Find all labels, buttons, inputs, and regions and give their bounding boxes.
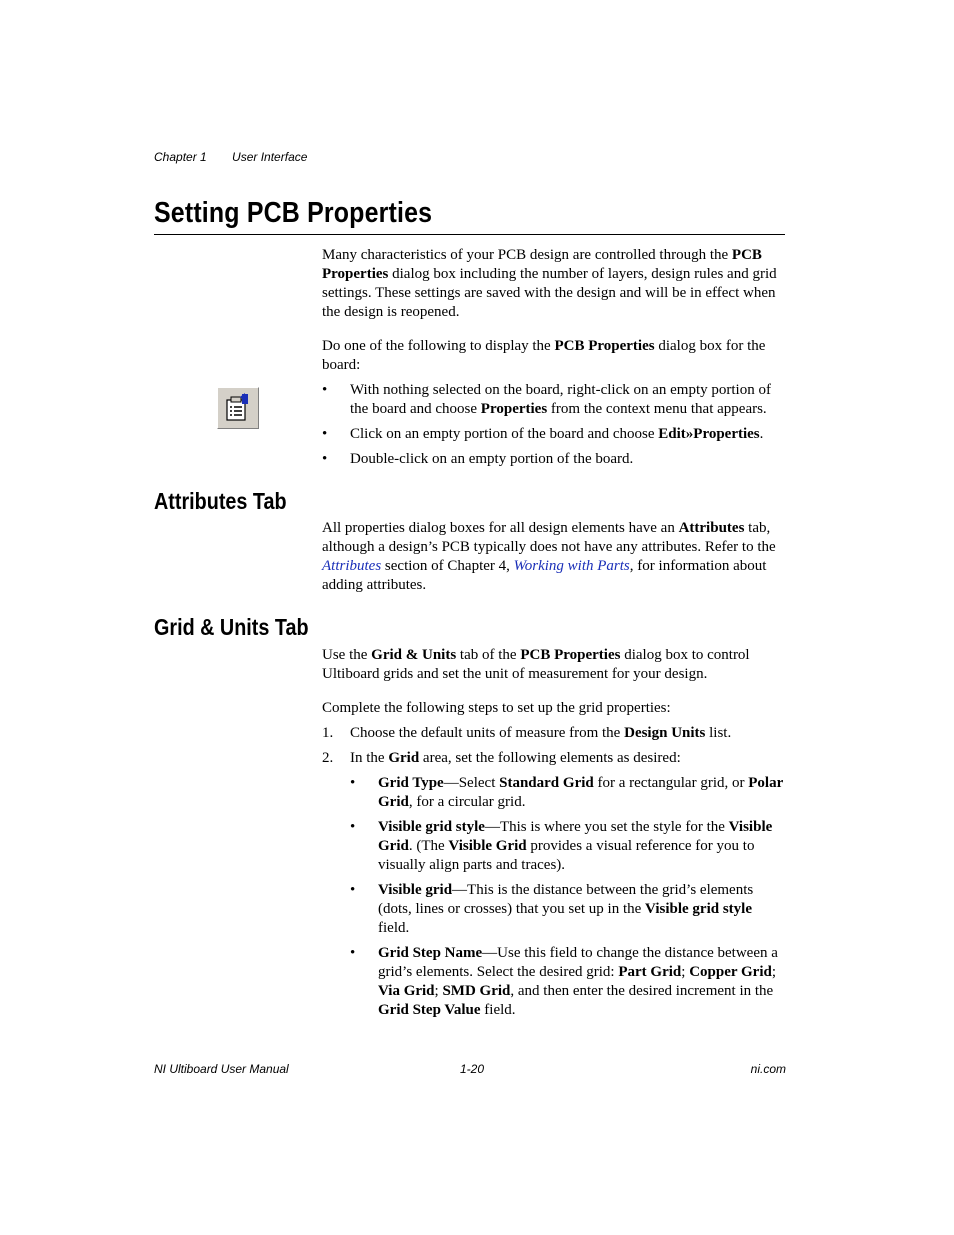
working-with-parts-link[interactable]: Working with Parts: [513, 558, 630, 574]
grid-units-section: [322, 646, 785, 1026]
intro-paragraph-2: Do one of the following to display the PCB Properties dialog box for the board:: [322, 338, 766, 373]
attributes-link[interactable]: Attributes: [322, 558, 382, 574]
list-item: • Visible grid—This is the distance between the grid’s elements (dots, lines or crosses) that you set up in the Visible grid style field.: [350, 882, 754, 936]
list-item: 2. In the Grid area, set the following elements as desired:: [322, 750, 681, 766]
header-chapter: Chapter 1: [154, 150, 207, 164]
list-item: • With nothing selected on the board, right-click on an empty portion of the board and choose Properties from the context menu that appears.: [322, 382, 771, 417]
footer-page-number: 1-20: [460, 1062, 485, 1076]
list-item: • Grid Step Name—Use this field to change the distance between a grid’s elements. Select the desired grid: Part Grid; Copper Grid; Via Grid; SMD Grid, and then enter the desired increment in the Grid Step Value field.: [350, 945, 778, 1018]
footer-website-link[interactable]: ni.com: [750, 1062, 786, 1076]
list-item: • Click on an empty portion of the board and choose Edit»Properties.: [322, 426, 764, 442]
properties-icon: [217, 387, 259, 429]
list-item: • Visible grid style—This is where you set the style for the Visible Grid. (The Visible Grid provides a visual reference for you to visually align parts and traces).: [350, 819, 773, 873]
attributes-section: [322, 519, 785, 610]
title-rule: [154, 234, 785, 235]
grid-paragraph-1: Use the Grid & Units tab of the PCB Properties dialog box to control Ultiboard grids and set the unit of measurement for your design.: [322, 647, 750, 682]
header-section: User Interface: [232, 150, 308, 164]
attributes-paragraph: All properties dialog boxes for all design elements have an Attributes tab, although a design’s PCB typically does not have any attributes. Refer to the Attributes section of Chapter 4, Working with Parts, for information about adding attributes.: [322, 520, 776, 593]
list-item: • Double-click on an empty portion of the board.: [322, 451, 634, 467]
intro-paragraph-1: Many characteristics of your PCB design are controlled through the PCB Properties dialog box including the number of layers, design rules and grid settings. These settings are saved with the design and will be in effect when the design is reopened.: [322, 247, 777, 320]
grid-paragraph-2: Complete the following steps to set up the grid properties:: [322, 700, 671, 716]
list-item: 1. Choose the default units of measure from the Design Units list.: [322, 725, 732, 741]
footer-manual-title: NI Ultiboard User Manual: [154, 1062, 289, 1076]
running-header: [154, 150, 329, 164]
page-title: Setting PCB Properties: [154, 197, 433, 229]
list-item: • Grid Type—Select Standard Grid for a rectangular grid, or Polar Grid, for a circular grid.: [350, 775, 783, 810]
intro-section: [322, 246, 785, 475]
section-heading-grid-units: Grid & Units Tab: [154, 614, 309, 640]
properties-icon-graphic: [218, 388, 258, 428]
section-heading-attributes: Attributes Tab: [154, 488, 287, 514]
